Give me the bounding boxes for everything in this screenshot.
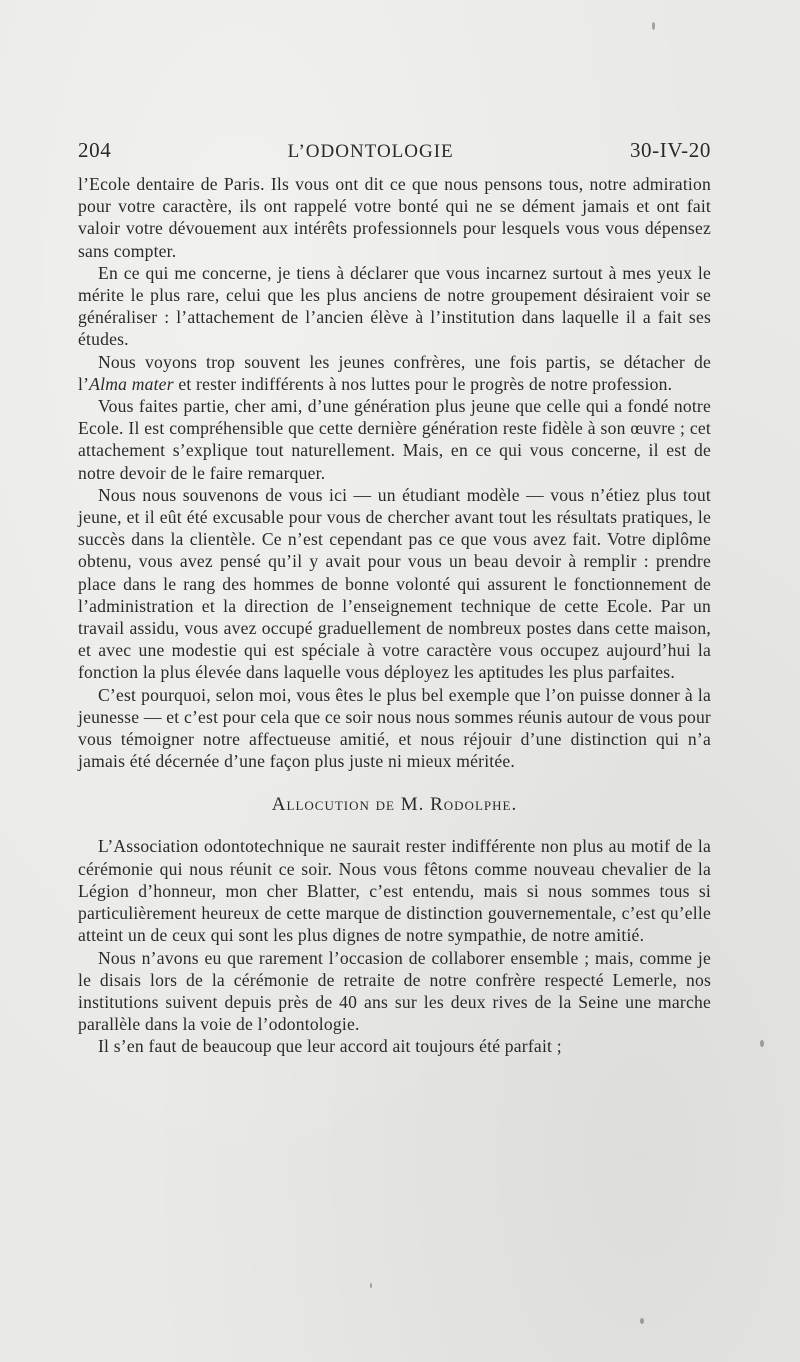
journal-title: L’ODONTOLOGIE — [287, 141, 454, 162]
paragraph: l’Ecole dentaire de Paris. Ils vous ont dit ce que nous pensons tous, notre admiration pour votre caractère, ils ont rappelé votre bonté qui ne se dément jamais et ont fait valoir votre dévouement aux intérêts professionnels pour lesquels vous vous dépensez sans compter. — [78, 174, 711, 261]
paper-speck — [760, 1040, 764, 1047]
text-run: et rester indifférents à nos luttes pour le progrès de notre profession. — [173, 373, 673, 394]
body-text — [78, 173, 711, 1058]
paragraph: L’Association odontotechnique ne saurait rester indifférente non plus au motif de la cérémonie qui nous réunit ce soir. Nous vous fêtons comme nouveau chevalier de la Légion d’honneur, mon cher Blatter, c’est entendu, mais si nous sommes tous si particulièrement heureux de cette marque de distinction gouvernementale, c’est qu’elle atteint un de ceux qui sont les plus dignes de notre sympathie, de notre amitié. — [78, 836, 711, 946]
text-run: Nous voyons trop souvent les jeunes confrères, une fois partis, se détacher de l’ — [78, 351, 711, 394]
paper-speck — [640, 1318, 644, 1324]
paragraph: Nous nous souvenons de vous ici — un étudiant modèle — vous n’étiez plus tout jeune, et il eût été excusable pour vous de chercher avant tout les résultats pratiques, le succès dans la clientèle. Ce n’est cependant pas ce que vous avez fait. Votre diplôme obtenu, vous avez pensé qu’il y avait pour vous un beau devoir à remplir : prendre place dans le rang des hommes de bonne volonté qui assurent le fonctionnement de l’administration et la direction de l’enseignement technique de cette Ecole. Par un travail assidu, vous avez occupé graduellement de nombreux postes dans cette maison, et avec une modestie qui est spéciale à votre caractère vous occupez aujourd’hui la fonction la plus élevée dans laquelle vous déployez les aptitudes les plus parfaites. — [78, 484, 711, 683]
paragraph: Vous faites partie, cher ami, d’une génération plus jeune que celle qui a fondé notre Ecole. Il est compréhensible que cette dernière génération reste fidèle à son œuvre ; cet attachement s’explique tout naturellement. Mais, en ce qui vous concerne, il est de notre devoir de le faire remarquer. — [78, 396, 711, 483]
paragraph: Il s’en faut de beaucoup que leur accord ait toujours été parfait ; — [98, 1036, 562, 1057]
paragraph: Nous n’avons eu que rarement l’occasion de collaborer ensemble ; mais, comme je le disais lors de la cérémonie de retraite de notre confrère respecté Lemerle, nos institutions suivent depuis près de 40 ans sur les deux rives de la Seine une marche parallèle dans la voie de l’odontologie. — [78, 947, 711, 1035]
paper-speck — [370, 1283, 372, 1288]
paragraph — [78, 351, 711, 395]
section-heading: Allocution de M. Rodolphe. — [271, 794, 518, 816]
issue-date: 30-IV-20 — [629, 138, 711, 162]
italic-phrase: Alma mater — [89, 373, 174, 394]
running-head — [78, 138, 711, 163]
paper-speck — [652, 22, 655, 30]
page-number: 204 — [78, 138, 112, 162]
document-page — [78, 138, 711, 1058]
paragraph: C’est pourquoi, selon moi, vous êtes le plus bel exemple que l’on puisse donner à la jeunesse — et c’est pour cela que ce soir nous nous sommes réunis autour de vous pour vous témoigner notre affectueuse amitié, et nous réjouir d’une distinction qui n’a jamais été décernée d’une façon plus juste ni mieux méritée. — [78, 684, 711, 772]
paragraph: En ce qui me concerne, je tiens à déclarer que vous incarnez surtout à mes yeux le mérite le plus rare, celui que les plus anciens de notre groupement désiraient voir se généraliser : l’attachement de l’ancien élève à l’institution dans laquelle il a fait ses études. — [78, 262, 711, 350]
